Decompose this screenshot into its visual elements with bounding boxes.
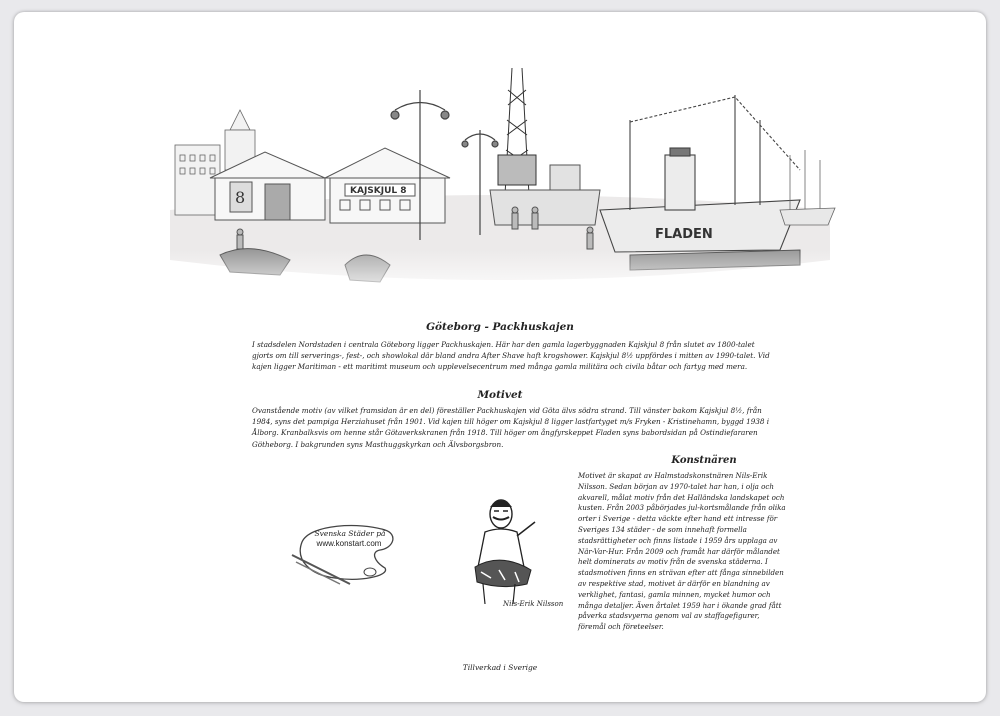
harbour-illustration (160, 60, 840, 300)
shed-sign: KAJSKJUL 8 (350, 186, 407, 196)
logo-url[interactable]: www.konstart.com (316, 539, 382, 548)
crane (498, 68, 536, 195)
intro-paragraph: I stadsdelen Nordstaden i centrala Göteborg ligger Packhuskajen. Här har den gamla lagerbyggnaden Kajskjul 8 från slutet av 1800-talet gjorts om till serverings-, fest-, och showlokal där bland andra After Shave haft krogshower. Kajskjul 8½ uppfördes i mitten av 1990-talet. Vid kajen ligger Maritiman - ett maritimt museum och upplevelsecentrum med många gamla militära och civila båtar och fartyg med mera. (252, 340, 770, 372)
page-title: Göteborg - Packhuskajen (426, 321, 574, 333)
sailing-ship (780, 150, 835, 225)
artist-heading: Konstnären (671, 455, 737, 466)
motive-paragraph: Ovanstående motiv (av vilket framsidan är en del) föreställer Packhuskajen vid Göta älvs södra strand. Till vänster bakom Kajskjul 8½, från 1984, syns det pampiga Herziahuset från 1901. Vid kajen till höger om Kajskjul 8 ligger lastfartyget m/s Fryken - Kristinehamn, byggd 1938 i Ålborg. Kranbalksvis om henne står Götaverkskranen från 1918. Till höger om ångfyrskeppet Fladen syns babordsidan på Ostindiefararen Götheborg. I bakgrunden syns Masthuggskyrkan och Älvsborgsbron. (252, 406, 770, 449)
footer-text: Tillverkad i Sverige (462, 663, 538, 672)
shed-number: 8 (235, 188, 246, 207)
ship-name: FLADEN (655, 227, 713, 242)
artist-portrait (455, 492, 564, 624)
logo-tagline: Svenska Städer på (314, 529, 386, 538)
artist-signature: Nils-Erik Nilsson (503, 600, 564, 608)
motive-heading: Motivet (477, 389, 523, 401)
artist-paragraph: Motivet är skapat av Halmstadskonstnären Nils-Erik Nilsson. Sedan början av 1970-talet har han, i olja och akvarell, målat motiv från det Halländska landskapet och kusten. Från 2003 påbörjades jul-kortsmålande från olika orter i Sverige - detta väckte efter hand ett intresse för Sveriges 134 städer - de som innehaft formella stadsrättigheter och finns listade i 1959 års upplaga av När-Var-Hur. Från 2009 och framåt har därför målandet helt dominerats av motiv från de svenska städerna. I stadsmotiven finns en strävan efter att fånga sinnebilden av respektive stad, motivet är därför en blandning av verklighet, fantasi, gamla minnen, mycket humor och många detaljer. Även årtalet 1959 har i ökande grad fått påverka stadsvyerna genom val av staffagefigurer, föremål och företeelser. (578, 471, 786, 632)
lightship-fladen (600, 95, 800, 252)
shed-kajskjul (325, 148, 450, 223)
